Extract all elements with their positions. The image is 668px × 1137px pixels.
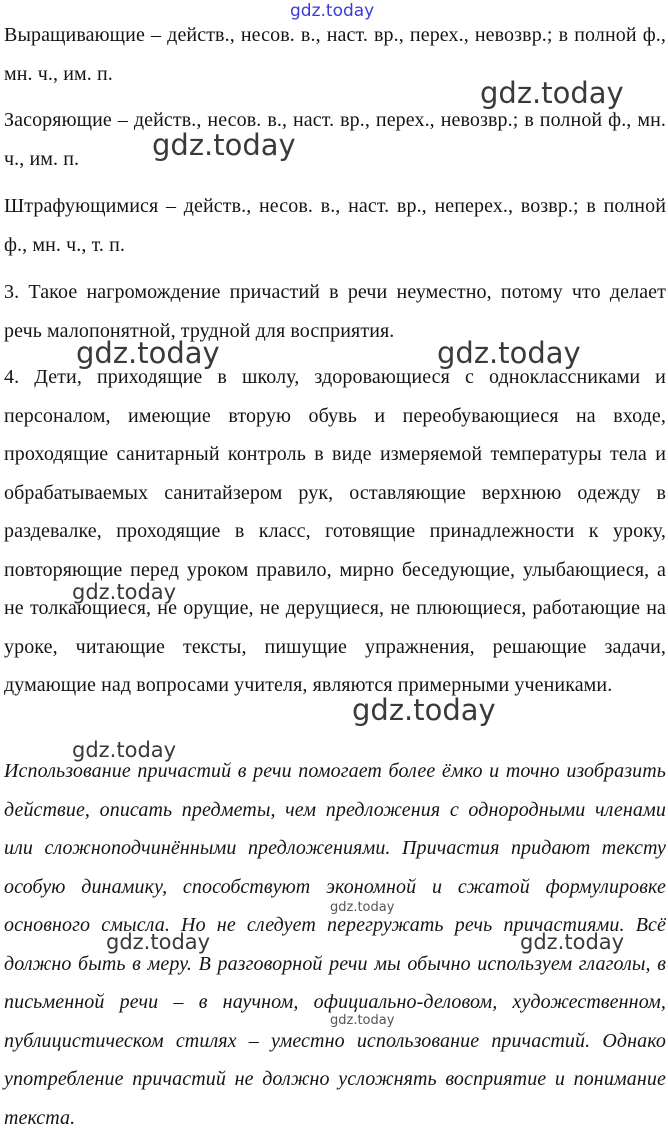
watermark-10: gdz.today <box>520 930 625 954</box>
watermark-4: gdz.today <box>437 336 581 370</box>
paragraph-word-analysis-1: Выращивающие – действ., несов. в., наст. вр., перех., невозвр.; в полной ф., мн. ч., им. п. <box>4 24 666 85</box>
watermark-5: gdz.today <box>72 580 177 604</box>
watermark-2: gdz.today <box>152 128 296 162</box>
paragraph-answer-3: 3. Такое нагромождение причастий в речи неуместно, потому что делает речь малопонятной, трудной для восприятия. <box>4 281 666 342</box>
paragraph-word-analysis-3: Штрафующимися – действ., несов. в., наст. вр., неперех., возвр.; в полной ф., мн. ч., т. п. <box>4 195 666 256</box>
paragraph-conclusion: Использование причастий в речи помогает более ёмко и точно изобразить действие, описать предметы, чем предложения с однородными членами или сложноподчинёнными предложениями. Причастия придают тексту особую динамику, способствуют экономной и сжатой формулировке основного смысла. Но не следует перегружать речь причастиями. Всё должно быть в меру. В разговорной речи мы обычно используем глаголы, в письменной речи – в научном, официально-деловом, художественном, публицистическом стилях – уместно использование причастий. Однако употребление причастий не должно усложнять восприятие и понимание текста. <box>4 760 666 1129</box>
watermark-7: gdz.today <box>72 738 177 762</box>
paragraph-answer-4: 4. Дети, приходящие в школу, здоровающиеся с одноклассниками и персоналом, имеющие вторую обувь и переобувающиеся на входе, проходящие санитарный контроль в виде измеряемой температуры тела и обрабатываемых санитайзером рук, оставляющие верхнюю одежду в раздевалке, проходящие в класс, готовящие принадлежности к уроку, повторяющие перед уроком правило, мирно беседующие, улыбающиеся, а не толкающиеся, не орущие, не дерущиеся, не плюющиеся, работающие на уроке, читающие тексты, пишущие упражнения, решающие задачи, думающие над вопросами учителя, являются примерными учениками. <box>4 366 666 696</box>
watermark-9: gdz.today <box>106 930 211 954</box>
watermark-1: gdz.today <box>480 76 624 110</box>
watermark-top: gdz.today <box>290 1 375 21</box>
watermark-11: gdz.today <box>330 1013 395 1028</box>
watermark-8: gdz.today <box>330 900 395 915</box>
paragraph-word-analysis-2: Засоряющие – действ., несов. в., наст. вр., перех., невозвр.; в полной ф., мн. ч., им. п. <box>4 109 666 170</box>
watermark-6: gdz.today <box>352 693 496 727</box>
watermark-3: gdz.today <box>76 336 220 370</box>
